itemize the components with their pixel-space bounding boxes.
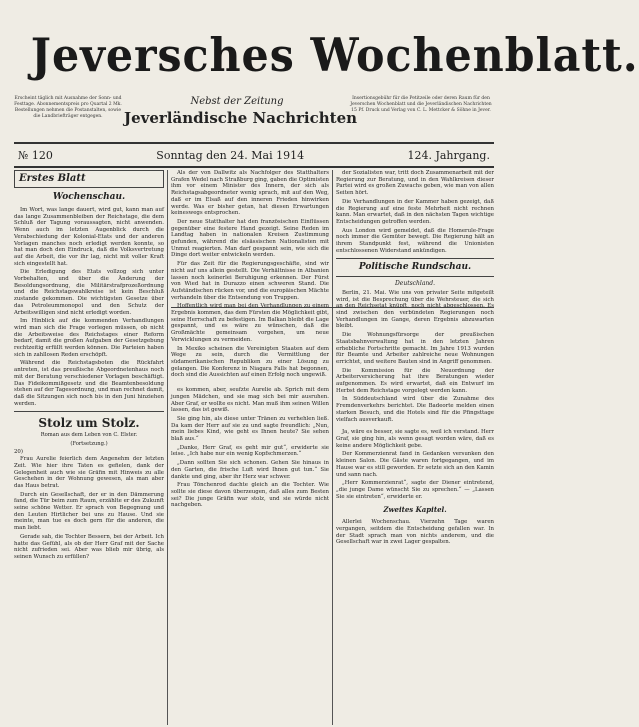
paragraph: Als der von Dallwitz als Nachfolger des Statthalters Grafen Wedel nach Straßburg ging, gaben die Optimisten ihm vor einem Minister des Innern, der sich als Reichstagsabgeordneter wenig sprach, mit auf den Weg, daß er im Elsaß auf den inneren Frieden hinwirken werde. Was er bisher getan, hat diesen Erwartungen keineswegs entsprochen. [171, 170, 329, 217]
paragraph: Durch ein Gesellschaft, der er in den Dämmerung fand, die Tür beim zum Raum, erzählte er des Zukunft seine schöne Wetter. Er sprach von Begegnung und den Leuten Hirtlicher bei uns zu Hause. Und sie meinte, man tue es doch gern für die anderen, die man liebt. [14, 491, 164, 532]
paragraph: Berlin, 21. Mai. Wie uns von privater Seite mitgeteilt wird, ist die Besprechung über die Wehrsteuer, die sich sind zwischen den verbündeten Regierungen noch Verhandlungen im Gange, deren Ergebnis abzuwarten bleibt. [336, 289, 494, 330]
issue-date: Sonntag den 24. Mai 1914 [156, 148, 305, 162]
paragraph: „Herr Kommerzienrat“, sagte der Diener eintretend, „die junge Dame wünscht Sie zu sprechen.“ — „Lassen Sie sie eintreten“, erwiderte er. [336, 480, 494, 500]
column-1 [14, 170, 164, 725]
paragraph: Die Kommission für die Neuordnung der Arbeiterversicherung hat ihre Beratungen wieder aufgenommen. Es wird erwartet, daß ein Entwurf im Herbst dem Reichstage vorgelegt werden kann. [336, 367, 494, 394]
newspaper-page [14, 20, 639, 720]
columns [14, 170, 494, 725]
paragraph: Ja, wäre es besser, sie sagte es, weil ich verstand. Herr Graf, sie ging hin, als wenn gesagt worden wäre, daß es keine andere Möglichkeit gebe. [336, 429, 494, 449]
paragraph: Aus London wird gemeldet, daß die Homerule-Frage noch immer die Gemüter bewegt. Die Regierung hält an ihrem Standpunkt fest, während die Unionisten entschlossenen Widerstand ankündigen. [336, 227, 494, 254]
chapter-heading: Zweites Kapitel. [383, 505, 447, 515]
supplement-title: Jeverländische Nachrichten [124, 109, 358, 127]
paragraph: Die Wohnungsfürsorge der preußischen Staatsbahnverwaltung hat in den letzten Jahren erhebliche Fortschritte gemacht. Im Jahre 1913 wurden für Beamte und Arbeiter zahlreiche neue Wohnungen errichtet, und weitere Bauten sind in Angriff genommen. [336, 332, 494, 365]
issue-year: 124. Jahrgang. [407, 148, 490, 162]
paragraph: Der Kommerzienrat fand in Gedanken versunken den kleinen Salon. Die Gäste waren fortgegangen, und im Hause war es still geworden. Er setzte sich an den Kamin und sann nach. [336, 451, 495, 478]
paragraph: der Sozialisten war, tritt doch Zusammenarbeit mit der Regierung zur Beratung, und in den Wahlkreisen dieser Partei wird es großen Zuwachs geben, wie man von allen Seiten hört. [336, 170, 494, 197]
column-divider [332, 170, 333, 725]
section-box: Erstes Blatt [14, 170, 164, 188]
story-title: Stolz um Stolz. [38, 416, 140, 431]
paragraph: es kommen, aber, seufzte Aurelie ab. Sprich mit dem jungen Mädchen, und sie mag sich bei mir ausruhen. Aber Graf, er wollte es nicht. Man muß ihm seinen Willen lassen, das ist gewiß. [171, 387, 329, 414]
story-divider [171, 307, 494, 308]
paragraph: Der neue Statthalter hat den französischen Einflüssen gegenüber eine festere Hand gezeigt. Seine Reden im Landtag haben in nationalen Kreisen Zustimmung gefunden, während die elsässischen Nationalisten mit Unmut reagierten. Man darf gespannt sein, wie sich die Dinge dort weiter entwickeln werden. [171, 218, 329, 259]
column-divider [167, 170, 168, 725]
paragraph: „Danke, Herr Graf, es geht mir gut“, erwiderte sie leise. „Ich habe nur ein wenig Kopfschmerzen.“ [171, 444, 329, 458]
paragraph: In Mexiko scheinen die Vereinigten Staaten auf dem Wege zu sein, durch die Vermittlung der südamerikanischen Republiken zu einer Lösung zu gelangen. Die Konferenz in Niagara Falls hat begonnen, doch sind die Aussichten auf einen Erfolg noch ungewiß. [171, 345, 329, 379]
section-rule [14, 411, 164, 412]
paragraph: Die Verhandlungen in der Kammer haben gezeigt, daß die Regierung auf eine feste Mehrheit nicht rechnen kann. Man erwartet, daß in den nächsten Tagen wichtige Entscheidungen getroffen werden. [336, 198, 494, 225]
paragraph: Die Erledigung des Etats vollzog sich unter Vorbehalten, und über die Änderung der Besoldungsordnung, die Militärstrafprozeßordnung und die Reichstagswahlkreise ist kein Beschluß zustande gekommen. Die wichtigsten Gesetze über das Petroleummonopol und den Schutz der Arbeitswilligen sind nicht erledigt worden. [14, 269, 164, 316]
newspaper-title: Jeversches Wochenblatt. [30, 28, 639, 82]
masthead [14, 20, 639, 127]
paragraph: Frau Aurelie feierlich dem Angenehm der letzten Zeit. Wie hier ihre Taten es gefielen, dank der Gelegenheit auch wie sie Gräfin mit Hinweis zu alle Geschehen in der Wohnung gewesen, als man aber das Haus betrat. [14, 456, 164, 489]
section-heading: Wochenschau. [52, 192, 126, 202]
paragraph: Allerlei Wochenschau. Vierzehn Tage waren vergangen, seitdem die Entscheidung gefallen war. In der Stadt sprach man von nichts anderem, und die Gesellschaft war in zwei Lager gespalten. [336, 519, 494, 546]
paragraph: Während die Reichstagsboten die Rückfahrt antreten, ist das preußische Abgeordnetenhaus noch mit der Beratung verschiedener Vorlagen beschäftigt. Das Fideikommißgesetz und die Beamtenbesoldung stehen auf der Tagesordnung, und man rechnet damit, daß die Sitzungen sich noch bis in den Juni hinziehen werden. [14, 360, 164, 407]
paragraph: Im Wort, was lange dauert, wird gut, kann man auf das lange Zusammenbleiben der Reichstage, die dem Schluß der Tagung voraussagten, nicht anwenden. Wenn auch im letzten Augenblick durch die Verabschiedung der Kolonial-Etats und der anderen Vorlagen manches noch erledigt werden konnte, so hat man doch den Eindruck, daß die Volksvertretung auf die Arbeit, die vor ihr lag, nicht mit voller Kraft sich eingestellt hat. [14, 207, 164, 267]
column-3 [336, 170, 494, 725]
column-2 [171, 170, 329, 725]
paragraph: Frau Tönchenrod dachte gleich an die Tochter. Wie sollte sie diese davon überzeugen, daß alles zum Besten sei? Die junge Gräfin war stolz, und sie würde nicht nachgeben. [171, 482, 329, 509]
issue-bar [14, 142, 494, 168]
section-heading: Politische Rundschau. [336, 258, 494, 277]
insertion-info: Insertionsgebühr für die Petitzeile oder deren Raum für den Jeverschen Wochenblatt und die Jeverländischen Nachrichten 15 Pf. Druck und Verlag von C. L. Mettcker & Söhne in Jever. [350, 96, 492, 113]
subscription-info: Erscheint täglich mit Ausnahme der Sonn- und Festtage. Abonnementspreis pro Quartal 2 Mk. Bestellungen nehmen die Postanstalten, sowie die Landbriefträger entgegen. [14, 96, 122, 119]
paragraph: Sie ging hin, als diese unter Tränen zu verhehlen ließ. Da kam der Herr auf sie zu und sagte freundlich: „Nun, mein liebes Kind, wie geht es Ihnen heute? Sie sehen blaß aus.“ [171, 415, 329, 443]
issue-number: № 120 [18, 148, 53, 162]
paragraph: „Dann sollten Sie sich schonen. Gehen Sie hinaus in den Garten, die frische Luft wird Ihnen gut tun.“ Sie dankte und ging, aber ihr Herz war schwer. [171, 460, 329, 480]
section-subheading: Deutschland. [394, 280, 436, 288]
paragraph: Ergebnis kommen, das dem Fürsten die Möglichkeit gibt, seine Herrschaft zu befestigen. Im Balkan bleibt die Lage gespannt, und es wäre zu wünschen, daß die Großmächte gemeinsam vorgehen, um neue Verwicklungen zu vermeiden. [171, 310, 329, 343]
story-number: 20) [14, 449, 23, 456]
paragraph: Gerade sah, die Tochter Bessern, bei der Arbeit. Ich hatte das Gefühl, als ob der Herr Graf mit der Sache nicht zufrieden sei. Aber was blieb mir übrig, als seinen Wunsch zu erfüllen? [14, 533, 164, 560]
paragraph: Im Hinblick auf die kommenden Verhandlungen wird man sich die Frage vorlegen müssen, ob nicht die Arbeitsweise des Reichstages einer Reform bedarf, damit die großen Aufgaben der Gesetzgebung rechtzeitig erfüllt werden können. Die Parteien haben sich in zahllosen Reden erschöpft. [14, 318, 164, 358]
story-subtitle: Roman aus dem Leben von C. Elster. [40, 432, 138, 439]
paragraph: In Süddeutschland wird über die Zunahme des Fremdenverkehrs berichtet. Die Badeorte melden einen starken Besuch, und die Hotels sind für die Pfingsttage vielfach ausverkauft. [336, 396, 494, 423]
paragraph: Für das Zeit für die Regierungsgeschäfte, sind wir nicht auf uns allein gestellt. Die Verhältnisse in Albanien lassen noch keinerlei Beruhigung erkennen. Der Fürst von Wied hat in Durazzo einen schweren Stand. Die Aufständischen rücken vor, und die europäischen Mächte verhandeln über die Entsendung von Truppen. [171, 261, 329, 301]
supplement-label: Nebst der Zeitung [190, 96, 284, 107]
story-note: (Fortsetzung.) [70, 440, 108, 447]
